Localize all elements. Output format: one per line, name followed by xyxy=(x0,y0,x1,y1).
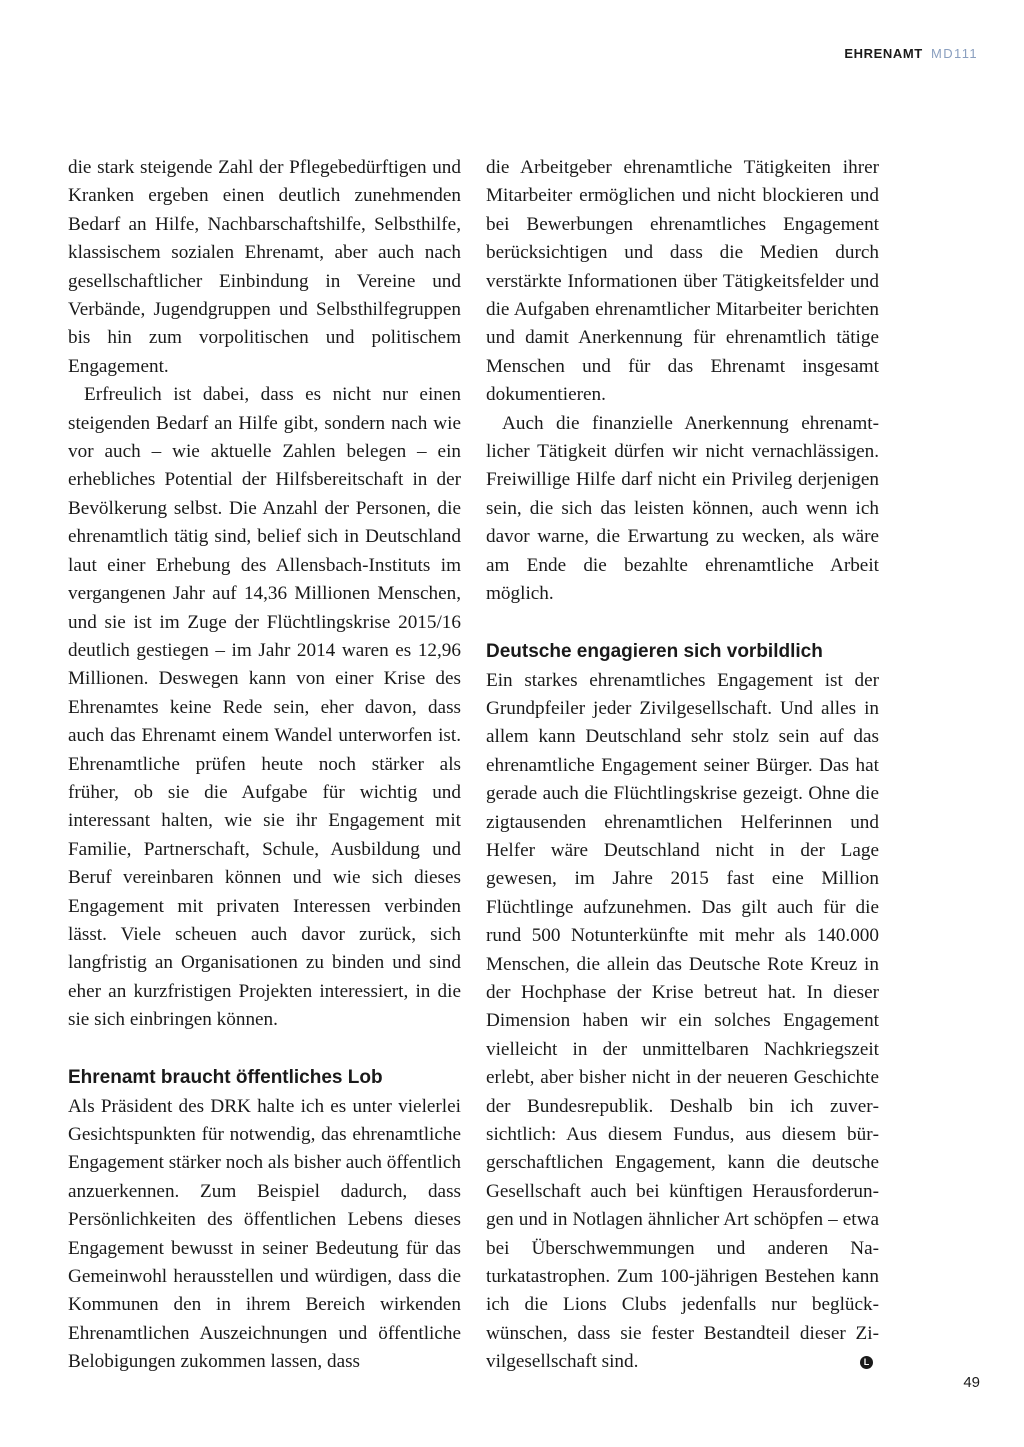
paragraph-final xyxy=(486,667,879,1377)
issue-label: MD111 xyxy=(931,46,978,61)
page-number: 49 xyxy=(963,1374,980,1391)
paragraph: die Arbeitgeber ehrenamtliche Tätigkeiten ihrer Mitarbeiter ermöglichen und nicht blockieren und bei Bewerbungen ehrenamtliches Engagement berücksichtigen und dass die Medien durch verstärkte Informationen über Tätigkeitsfelder und die Aufgaben ehrenamtlicher Mitarbeiter berichten und damit Anerkennung für ehrenamtlich tätige Menschen und für das Ehrenamt insgesamt dokumentieren. xyxy=(486,157,879,406)
right-column xyxy=(486,154,879,1377)
section-heading: Ehrenamt braucht öffentliches Lob xyxy=(68,1066,383,1088)
paragraph: Als Präsident des DRK halte ich es unter vielerlei Gesichtspunkten für notwendig, das ehrenamtliche Engagement stärker noch als bisher auch öffentlich anzuerkennen. Zum Beispiel dadurch, dass Persönlichkeiten des öffentlichen Lebens dieses Engagement bewusst in seiner Bedeutung für das Gemeinwohl herausstellen und würdigen, dass die Kommunen den in ihrem Bereich wirkenden Ehrenamtlichen Auszeichnungen und öffentliche Belobigungen zukommen lassen, dass xyxy=(68,1095,461,1373)
left-column xyxy=(68,154,461,1377)
section-heading: Deutsche engagieren sich vorbildlich xyxy=(486,640,823,662)
paragraph-text: Ein starkes ehrenamtliches Engagement ist der Grundpfeiler jeder Zivilgesellschaft. Und alles in allem kann Deutschland sehr stolz sein auf das ehrenamtliche Engagement seiner Bürger. Das hat gerade auch die Flüchtlingskrise gezeigt. Ohne die zigtausenden ehrenamtlichen Helferinnen und Helfer wäre Deutschland nicht in der Lage gewesen, im Jahre 2015 fast eine Million Flüchtlinge aufzunehmen. Das gilt auch für die rund 500 Notunterkünfte mit mehr als 140.000 Menschen, die allein das Deutsche Rote Kreuz in der Hochphase der Krise betreut hat. In dieser Dimension haben wir ein solches Engagement vielleicht in der unmittelbaren Nachkriegszeit erlebt, aber bisher nicht in der neueren Geschichte der Bundesrepublik. Deshalb bin ich zuversichtlich: Aus diesem Fundus, aus diesem bürgerschaftlichen Engagement, kann die deutsche Gesellschaft auch bei künftigen Herausforderungen und in Notlagen ähnlicher Art schöpfen – etwa bei Überschwemmungen und anderen Naturkatastrophen. Zum 100-jährigen Bestehen kann ich die Lions Clubs jedenfalls nur beglückwünschen, dass sie fester Bestandteil dieser Zivilgesellschaft sind. xyxy=(486,669,879,1373)
running-head xyxy=(844,46,978,61)
paragraph: Auch die finanzielle Anerkennung ehrenamtlicher Tätigkeit dürfen wir nicht vernachlässigen. Freiwillige Hilfe darf nicht ein Privileg derjenigen sein, die sich das leisten können, auch wenn ich davor warne, die Erwartung zu wecken, als wäre am Ende die bezahlte ehrenamtliche Arbeit möglich. xyxy=(486,412,879,605)
paragraph: Erfreulich ist dabei, dass es nicht nur einen steigenden Bedarf an Hilfe gibt, sondern nach wie vor auch – wie aktuelle Zahlen belegen – ein erhebliches Potential der Hilfsbereitschaft in der Bevölkerung selbst. Die Anzahl der Personen, die ehrenamtlich tätig sind, belief sich in Deutschland laut einer Erhebung des Allensbach-Instituts im vergangenen Jahr auf 14,36 Millionen Menschen, und sie ist im Zuge der Flüchtlingskrise 2015/16 deutlich gestiegen – im Jahr 2014 waren es 12,96 Millionen. Deswegen kann von einer Krise des Ehrenamtes keine Rede sein, eher davon, dass auch das Ehrenamt einem Wandel unterworfen ist. Ehrenamtliche prüfen heute noch stärker als früher, ob sie die Aufgabe für wichtig und interessant halten, wie sie ihr Engagement mit Familie, Partnerschaft, Schule, Ausbildung und Beruf vereinbaren können und wie sich dieses Engagement mit privaten Interessen verbinden lässt. Viele scheuen auch davor zurück, sich langfristig an Organisationen zu binden und sind eher an kurzfristigen Projekten interessiert, in die sie sich einbringen können. xyxy=(68,384,461,1031)
section-title: EHRENAMT xyxy=(844,46,923,61)
lions-end-mark-icon: L xyxy=(860,1356,873,1369)
paragraph: die stark steigende Zahl der Pflegebedürftigen und Kranken ergeben einen deutlich zunehmenden Bedarf an Hilfe, Nachbarschaftshilfe, Selbsthilfe, klassischem sozialen Ehrenamt, aber auch nach gesellschaftlicher Einbindung in Vereine und Verbände, Jugendgruppen und Selbsthilfegruppen bis hin zum vorpolitischen und politischem Engagement. xyxy=(68,157,461,377)
